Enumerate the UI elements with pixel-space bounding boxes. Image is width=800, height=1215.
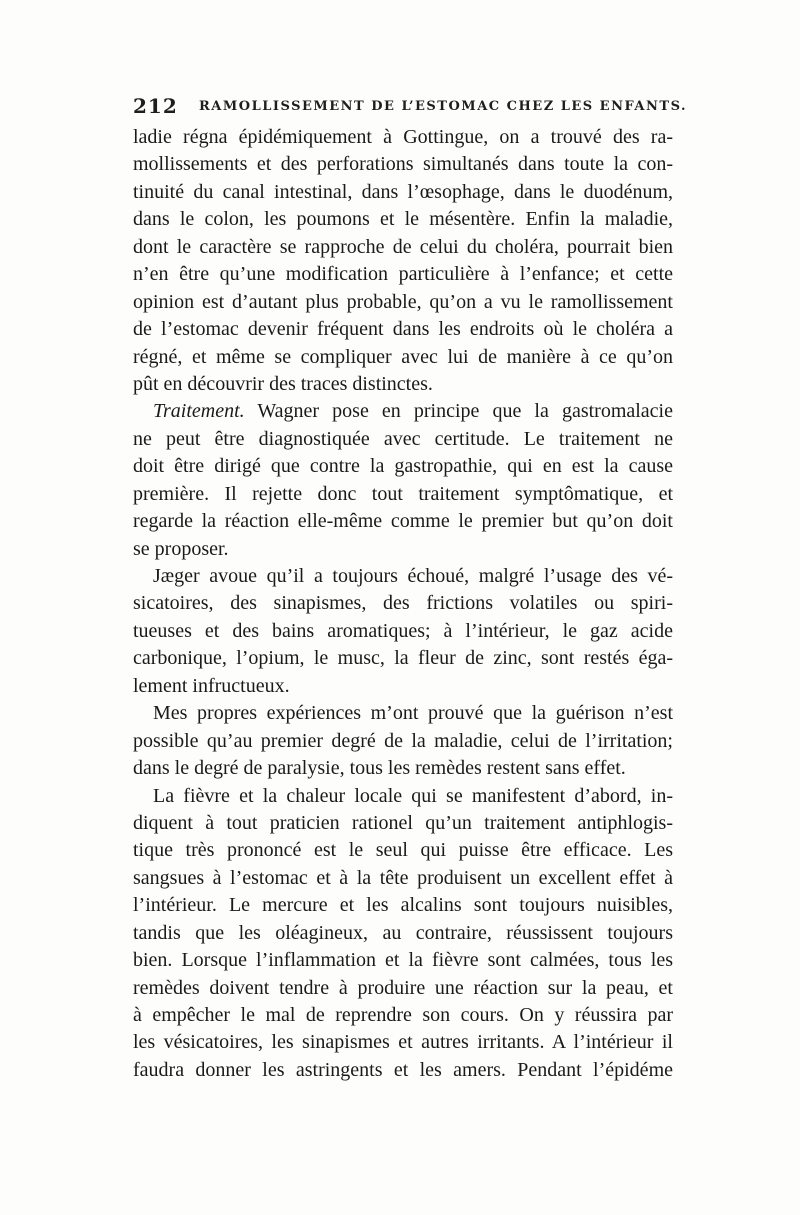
text-line: remèdes doivent tendre à produire une réaction sur la peau, et: [133, 976, 673, 999]
text-line: dans le degré de paralysie, tous les remèdes restent sans effet.: [133, 757, 626, 780]
paragraph: [133, 124, 673, 398]
paragraph: [133, 700, 673, 782]
text-line: tique très prononcé est le seul qui puisse être efficace. Les: [133, 839, 673, 862]
text-span: Wagner pose en principe que la gastromalacie: [244, 400, 673, 423]
text-line: La fièvre et la chaleur locale qui se manifestent d’abord, in-: [153, 784, 673, 807]
running-title: RAMOLLISSEMENT DE L’ESTOMAC CHEZ LES ENFANTS.: [199, 99, 688, 114]
text-line: à empêcher le mal de reprendre son cours. On y réussira par: [133, 1004, 673, 1026]
text-line: faudra donner les astringents et les amers. Pendant l’épidéme: [133, 1058, 673, 1081]
text-line: l’intérieur. Le mercure et les alcalins sont toujours nuisibles,: [133, 894, 673, 917]
text-line: Mes propres expériences m’ont prouvé que la guérison n’est: [153, 702, 673, 725]
text-line: tinuité du canal intestinal, dans l’œsophage, dans le duodénum,: [133, 180, 673, 203]
text-line: doit être dirigé que contre la gastropathie, qui en est la cause: [133, 455, 673, 478]
text-line: regarde la réaction elle-même comme le premier but qu’on doit: [133, 510, 673, 533]
paragraph: [133, 783, 673, 1085]
text-line: dans le colon, les poumons et le mésentère. Enfin la maladie,: [133, 208, 673, 231]
text-line: lement infructueux.: [133, 674, 290, 697]
text-line: première. Il rejette donc tout traitement symptômatique, et: [133, 482, 673, 505]
text-line: diquent à tout praticien rationel qu’un traitement antiphlogis-: [133, 811, 673, 834]
text-line: ne peut être diagnostiquée avec certitude. Le traitement ne: [133, 427, 673, 450]
text-line: se proposer.: [133, 537, 229, 560]
text-line: sicatoires, des sinapismes, des frictions volatiles ou spiri-: [133, 592, 673, 615]
text-line: tueuses et des bains aromatiques; à l’intérieur, le gaz acide: [133, 619, 673, 642]
text-line: les vésicatoires, les sinapismes et autres irritants. A l’intérieur il: [133, 1031, 673, 1054]
text-line: opinion est d’autant plus probable, qu’on a vu le ramollissement: [133, 290, 673, 313]
body-text: [133, 124, 673, 1084]
text-line: ladie régna épidémiquement à Gottingue, on a trouvé des ra-: [133, 126, 673, 148]
text-line: possible qu’au premier degré de la maladie, celui de l’irritation;: [133, 729, 673, 752]
text-line: [133, 398, 673, 425]
page-number: 212: [133, 94, 178, 118]
text-line: mollissements et des perforations simultanés dans toute la con-: [133, 153, 673, 176]
text-line: Jæger avoue qu’il a toujours échoué, malgré l’usage des vé-: [153, 565, 673, 587]
text-line: tandis que les oléagineux, au contraire, réussissent toujours: [133, 921, 673, 944]
text-line: n’en être qu’une modification particulière à l’enfance; et cette: [133, 263, 673, 286]
text-line: carbonique, l’opium, le musc, la fleur de zinc, sont restés éga-: [133, 647, 673, 670]
section-lead: Traitement.: [153, 400, 245, 423]
text-line: sangsues à l’estomac et à la tête produisent un excellent effet à: [133, 866, 673, 889]
text-line: de l’estomac devenir fréquent dans les endroits où le choléra a: [133, 318, 673, 341]
running-head: [133, 94, 688, 120]
text-line: dont le caractère se rapproche de celui du choléra, pourrait bien: [133, 235, 673, 258]
paragraph: [133, 398, 673, 563]
text-line: régné, et même se compliquer avec lui de manière à ce qu’on: [133, 345, 673, 368]
paragraph: [133, 563, 673, 700]
text-line: pût en découvrir des traces distinctes.: [133, 372, 433, 395]
text-line: bien. Lorsque l’inflammation et la fièvre sont calmées, tous les: [133, 949, 673, 972]
